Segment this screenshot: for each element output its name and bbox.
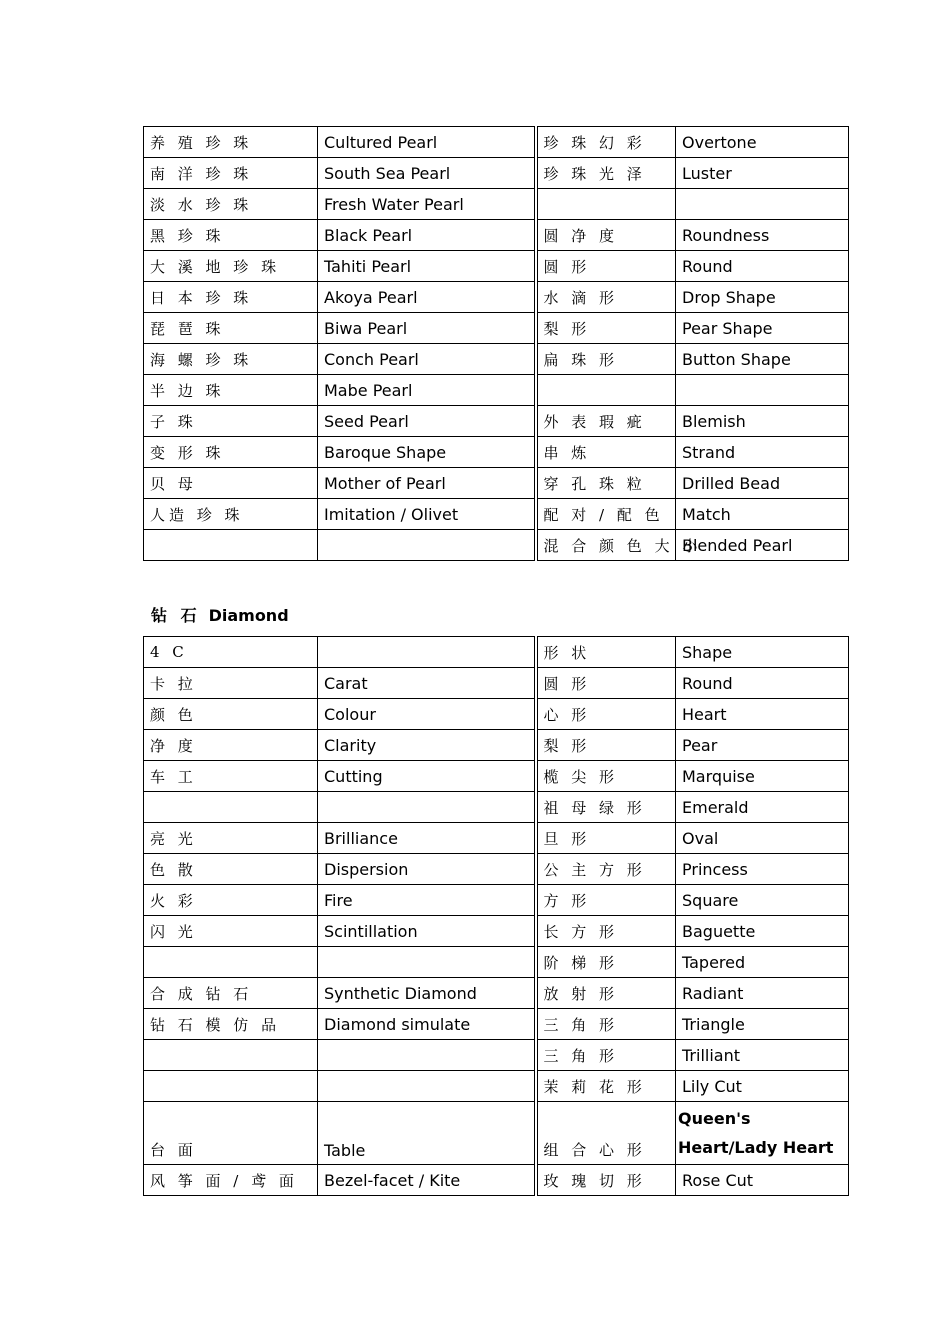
left-term-zh-cell: 黑 珍 珠 (144, 220, 318, 251)
left-term-zh-cell: 闪 光 (144, 916, 318, 947)
right-term-zh-cell: 圆 形 (536, 251, 676, 282)
right-term-en-cell: Overtone (676, 127, 849, 158)
left-term-zh-cell: 亮 光 (144, 823, 318, 854)
left-term-zh-cell: 贝 母 (144, 468, 318, 499)
right-term-zh-cell (536, 375, 676, 406)
left-term-en-cell: Synthetic Diamond (318, 978, 536, 1009)
left-term-zh-cell: 颜 色 (144, 699, 318, 730)
left-term-zh-cell: 南 洋 珍 珠 (144, 158, 318, 189)
right-term-en-cell: Pear (676, 730, 849, 761)
right-term-zh-cell: 组 合 心 形 (536, 1102, 676, 1165)
left-term-en-cell: Fire (318, 885, 536, 916)
left-term-en-cell: Mabe Pearl (318, 375, 536, 406)
right-term-en-cell (676, 189, 849, 220)
right-term-zh-cell: 方 形 (536, 885, 676, 916)
left-term-zh-cell: 合 成 钻 石 (144, 978, 318, 1009)
left-term-zh-cell: 4 C (144, 637, 318, 668)
left-term-zh-cell: 风 筝 面 / 鸢 面 (144, 1165, 318, 1196)
left-term-en-cell (318, 947, 536, 978)
right-term-zh-cell: 心 形 (536, 699, 676, 730)
table-row (144, 127, 849, 158)
right-term-zh-cell: 三 角 形 (536, 1040, 676, 1071)
right-term-en-cell: Queen's Heart/Lady Heart (676, 1102, 849, 1165)
left-term-zh-cell: 净 度 (144, 730, 318, 761)
left-term-zh-cell: 火 彩 (144, 885, 318, 916)
right-term-zh-cell: 串 炼 (536, 437, 676, 468)
left-term-en-cell: Clarity (318, 730, 536, 761)
right-term-zh-cell: 长 方 形 (536, 916, 676, 947)
left-term-zh-cell: 子 珠 (144, 406, 318, 437)
left-term-zh-cell: 车 工 (144, 761, 318, 792)
right-term-zh-cell: 祖 母 绿 形 (536, 792, 676, 823)
right-term-en-cell: Marquise (676, 761, 849, 792)
table-row (144, 189, 849, 220)
table-row (144, 406, 849, 437)
right-term-en-cell: Drop Shape (676, 282, 849, 313)
left-term-en-cell: Mother of Pearl (318, 468, 536, 499)
left-term-en-cell: Conch Pearl (318, 344, 536, 375)
table-row (144, 637, 849, 668)
pearl-glossary-table (143, 126, 849, 561)
table-row (144, 1165, 849, 1196)
left-term-zh-cell: 半 边 珠 (144, 375, 318, 406)
table-row (144, 344, 849, 375)
right-term-en-cell: Emerald (676, 792, 849, 823)
left-term-en-cell: South Sea Pearl (318, 158, 536, 189)
left-term-en-cell: Brilliance (318, 823, 536, 854)
left-term-en-cell: Baroque Shape (318, 437, 536, 468)
right-term-en-cell: Strand (676, 437, 849, 468)
right-term-en-cell: Tapered (676, 947, 849, 978)
right-term-en-cell: Rose Cut (676, 1165, 849, 1196)
right-term-en-cell: Heart (676, 699, 849, 730)
table-row (144, 916, 849, 947)
left-term-en-cell: Carat (318, 668, 536, 699)
right-term-en-cell: Princess (676, 854, 849, 885)
table-row (144, 978, 849, 1009)
left-term-en-cell: Scintillation (318, 916, 536, 947)
right-term-en-cell: Triangle (676, 1009, 849, 1040)
table-row (144, 668, 849, 699)
left-term-en-cell: Cutting (318, 761, 536, 792)
right-term-en-cell: Drilled Bead (676, 468, 849, 499)
right-term-en-cell: Round (676, 251, 849, 282)
right-term-en-cell: Radiant (676, 978, 849, 1009)
right-term-en-cell: Blended Pearl (676, 530, 849, 561)
left-term-zh-cell: 台 面 (144, 1102, 318, 1165)
right-term-zh-cell: 阶 梯 形 (536, 947, 676, 978)
diamond-glossary-table (143, 636, 849, 1196)
table-row (144, 885, 849, 916)
table-row (144, 282, 849, 313)
right-term-en-cell: Round (676, 668, 849, 699)
table-row (144, 823, 849, 854)
left-term-en-cell (318, 1071, 536, 1102)
left-term-zh-cell: 色 散 (144, 854, 318, 885)
right-term-en-cell: Trilliant (676, 1040, 849, 1071)
right-term-en-cell: Oval (676, 823, 849, 854)
table-row (144, 1009, 849, 1040)
left-term-zh-cell: 卡 拉 (144, 668, 318, 699)
table-row (144, 437, 849, 468)
left-term-en-cell: Table (318, 1102, 536, 1165)
left-term-en-cell: Black Pearl (318, 220, 536, 251)
left-term-zh-cell: 海 螺 珍 珠 (144, 344, 318, 375)
left-term-en-cell: Dispersion (318, 854, 536, 885)
right-term-zh-cell: 扁 珠 形 (536, 344, 676, 375)
right-term-zh-cell: 圆 净 度 (536, 220, 676, 251)
left-term-zh-cell: 淡 水 珍 珠 (144, 189, 318, 220)
right-term-en-cell: Shape (676, 637, 849, 668)
left-term-en-cell (318, 530, 536, 561)
right-term-zh-cell: 混 合 颜 色 大 小 (536, 530, 676, 561)
right-term-zh-cell: 外 表 瑕 疵 (536, 406, 676, 437)
right-term-zh-cell: 放 射 形 (536, 978, 676, 1009)
left-term-zh-cell (144, 1040, 318, 1071)
left-term-en-cell: Seed Pearl (318, 406, 536, 437)
diamond-heading-zh: 钻 石 (151, 606, 201, 625)
right-term-en-cell: Luster (676, 158, 849, 189)
right-term-zh-cell: 配 对 / 配 色 (536, 499, 676, 530)
table-row (144, 947, 849, 978)
pearl-table-body (144, 127, 849, 561)
left-term-zh-cell: 大 溪 地 珍 珠 (144, 251, 318, 282)
left-term-zh-cell (144, 1071, 318, 1102)
right-term-zh-cell (536, 189, 676, 220)
right-term-en-cell: Pear Shape (676, 313, 849, 344)
left-term-en-cell: Akoya Pearl (318, 282, 536, 313)
diamond-section-heading (151, 603, 289, 626)
right-term-en-cell: Baguette (676, 916, 849, 947)
left-term-en-cell: Fresh Water Pearl (318, 189, 536, 220)
right-term-zh-cell: 圆 形 (536, 668, 676, 699)
right-term-zh-cell: 茉 莉 花 形 (536, 1071, 676, 1102)
right-term-zh-cell: 梨 形 (536, 313, 676, 344)
left-term-en-cell: Diamond simulate (318, 1009, 536, 1040)
right-term-zh-cell: 榄 尖 形 (536, 761, 676, 792)
left-term-zh-cell: 人造 珍 珠 (144, 499, 318, 530)
diamond-table-body (144, 637, 849, 1196)
right-term-en-cell: Button Shape (676, 344, 849, 375)
right-term-zh-cell: 梨 形 (536, 730, 676, 761)
right-term-zh-cell: 珍 珠 幻 彩 (536, 127, 676, 158)
right-term-en-cell: Lily Cut (676, 1071, 849, 1102)
left-term-zh-cell: 变 形 珠 (144, 437, 318, 468)
left-term-zh-cell: 日 本 珍 珠 (144, 282, 318, 313)
left-term-zh-cell: 琵 琶 珠 (144, 313, 318, 344)
right-term-zh-cell: 三 角 形 (536, 1009, 676, 1040)
left-term-en-cell (318, 792, 536, 823)
table-row (144, 158, 849, 189)
table-row (144, 730, 849, 761)
left-term-en-cell (318, 1040, 536, 1071)
table-row (144, 251, 849, 282)
right-term-zh-cell: 公 主 方 形 (536, 854, 676, 885)
left-term-en-cell: Tahiti Pearl (318, 251, 536, 282)
left-term-zh-cell (144, 792, 318, 823)
right-term-en-cell: Square (676, 885, 849, 916)
right-term-en-cell: Match (676, 499, 849, 530)
left-term-en-cell: Bezel-facet / Kite (318, 1165, 536, 1196)
left-term-zh-cell: 钻 石 模 仿 品 (144, 1009, 318, 1040)
right-term-zh-cell: 珍 珠 光 泽 (536, 158, 676, 189)
left-term-zh-cell (144, 947, 318, 978)
table-row (144, 530, 849, 561)
right-term-en-cell: Blemish (676, 406, 849, 437)
table-row (144, 499, 849, 530)
right-term-zh-cell: 水 滴 形 (536, 282, 676, 313)
right-term-zh-cell: 玫 瑰 切 形 (536, 1165, 676, 1196)
left-term-zh-cell (144, 530, 318, 561)
right-term-en-cell: Roundness (676, 220, 849, 251)
table-row (144, 792, 849, 823)
table-row (144, 1071, 849, 1102)
left-term-zh-cell: 养 殖 珍 珠 (144, 127, 318, 158)
left-term-en-cell (318, 637, 536, 668)
table-row (144, 375, 849, 406)
table-row (144, 854, 849, 885)
left-term-en-cell: Cultured Pearl (318, 127, 536, 158)
left-term-en-cell: Colour (318, 699, 536, 730)
left-term-en-cell: Imitation / Olivet (318, 499, 536, 530)
table-row (144, 1102, 849, 1165)
right-term-en-cell (676, 375, 849, 406)
right-term-zh-cell: 旦 形 (536, 823, 676, 854)
table-row (144, 468, 849, 499)
table-row (144, 313, 849, 344)
table-row (144, 1040, 849, 1071)
table-row (144, 699, 849, 730)
diamond-heading-en: Diamond (208, 606, 289, 625)
table-row (144, 761, 849, 792)
left-term-en-cell: Biwa Pearl (318, 313, 536, 344)
right-term-zh-cell: 穿 孔 珠 粒 (536, 468, 676, 499)
table-row (144, 220, 849, 251)
right-term-zh-cell: 形 状 (536, 637, 676, 668)
